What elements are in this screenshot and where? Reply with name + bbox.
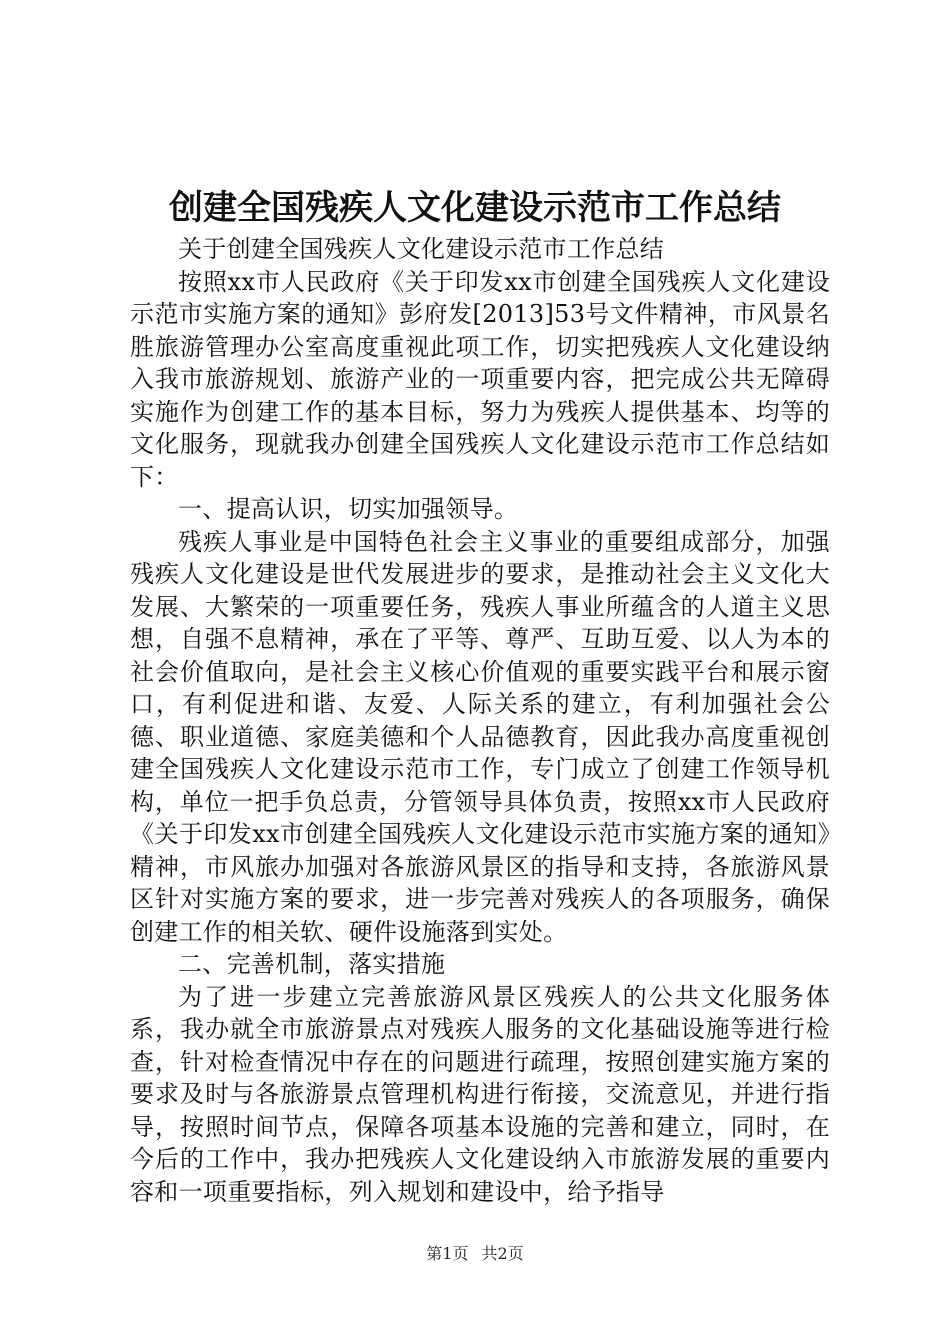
section-heading-1: 一、提高认识，切实加强领导。 [178, 495, 519, 523]
document-body [130, 233, 830, 1208]
document-title: 创建全国残疾人文化建设示范市工作总结 [169, 188, 781, 228]
document-subtitle: 关于创建全国残疾人文化建设示范市工作总结 [178, 235, 664, 263]
page-total: 共2页 [481, 1244, 524, 1263]
paragraph-section-2: 为了进一步建立完善旅游风景区残疾人的公共文化服务体系，我办就全市旅游景点对残疾人服务的文化基础设施等进行检查，针对检查情况中存在的问题进行疏理，按照创建实施方案的要求及时与各旅游景点管理机构进行衔接，交流意见，并进行指导，按照时间节点，保障各项基本设施的完善和建立，同时，在今后的工作中，我办把残疾人文化建设纳入市旅游发展的重要内容和一项重要指标，列入规划和建设中，给予指导 [130, 982, 830, 1206]
page-footer [0, 1242, 950, 1266]
page-number: 第1页 [426, 1244, 469, 1263]
paragraph-section-1: 残疾人事业是中国特色社会主义事业的重要组成部分，加强残疾人文化建设是世代发展进步的要求，是推动社会主义文化大发展、大繁荣的一项重要任务，残疾人事业所蕴含的人道主义思想，自强不息精神，承在了平等、尊严、互助互爱、以人为本的社会价值取向，是社会主义核心价值观的重要实践平台和展示窗口，有利促进和谐、友爱、人际关系的建立，有利加强社会公德、职业道德、家庭美德和个人品德教育，因此我办高度重视创建全国残疾人文化建设示范市工作，专门成立了创建工作领导机构，单位一把手负总责，分管领导具体负责，按照xx市人民政府《关于印发xx市创建全国残疾人文化建设示范市实施方案的通知》精神，市风旅办加强对各旅游风景区的指导和支持，各旅游风景区针对实施方案的要求，进一步完善对残疾人的各项服务，确保创建工作的相关软、硬件设施落到实处。 [130, 527, 830, 946]
paragraph-intro: 按照xx市人民政府《关于印发xx市创建全国残疾人文化建设示范市实施方案的通知》彭府发[2013]53号文件精神，市风景名胜旅游管理办公室高度重视此项工作，切实把残疾人文化建设纳入我市旅游规划、旅游产业的一项重要内容，把完成公共无障碍实施作为创建工作的基本目标，努力为残疾人提供基本、均等的文化服务，现就我办创建全国残疾人文化建设示范市工作总结如下： [130, 267, 830, 491]
section-heading-2: 二、完善机制，落实措施 [178, 950, 446, 978]
